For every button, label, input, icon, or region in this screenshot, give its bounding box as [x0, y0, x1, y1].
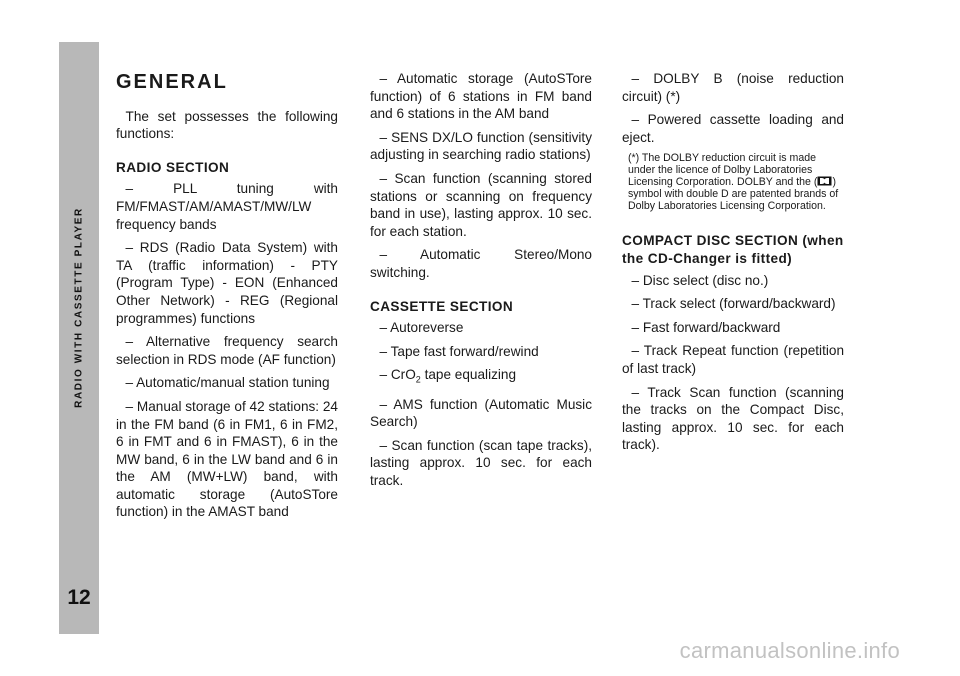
list-item: – Fast forward/backward [631, 319, 781, 335]
list-item: – Scan function (scan tape tracks), lasting approx. 10 sec. for each track. [370, 437, 592, 488]
list-item: – SENS DX/LO function (sensitivity adjusting in searching radio stations) [370, 129, 592, 163]
list-item: – Disc select (disc no.) [631, 272, 769, 288]
list-item: – Automatic Stereo/Mono switching. [370, 247, 592, 280]
list-item: – Track Scan function (scanning the tracks on the Compact Disc, lasting approx. 10 sec. for each track). [622, 384, 844, 453]
list-item: – Automatic storage (AutoSTore function) of 6 stations in FM band and 6 stations in the AM band [370, 71, 592, 122]
column-1 [116, 70, 338, 527]
cassette-section-title: CASSETTE SECTION [370, 298, 514, 314]
column-3 [622, 70, 844, 460]
list-item: – Tape fast forward/rewind [379, 343, 539, 359]
list-item: – Track Repeat function (repetition of last track) [622, 343, 844, 376]
list-item: – Track select (forward/backward) [631, 296, 836, 312]
dolby-footnote [622, 152, 844, 212]
list-item-cro2 [370, 366, 592, 389]
page-number: 12 [67, 586, 91, 609]
dolby-double-d-icon [817, 176, 832, 186]
intro-text: The set possesses the following functions: [116, 108, 338, 142]
list-item: – DOLBY B (noise reduction circuit) (*) [622, 71, 844, 104]
list-item: – PLL tuning with FM/FMAST/AM/AMAST/MW/LW frequency bands [116, 181, 338, 232]
cd-section-title: COMPACT DISC SECTION (when the CD-Changer is fitted) [622, 233, 844, 266]
list-item: – Alternative frequency search selection in RDS mode (AF function) [116, 334, 338, 367]
radio-section-title: RADIO SECTION [116, 159, 230, 175]
footnote-text-before: (*) The DOLBY reduction circuit is made under the licence of Dolby Laboratories Licensing Corporation. DOLBY and the ( [628, 152, 818, 189]
cro2-prefix: – CrO [379, 367, 416, 383]
list-item: – Powered cassette loading and eject. [622, 112, 844, 145]
list-item: – Manual storage of 42 stations: 24 in the FM band (6 in FM1, 6 in FM2, 6 in FMT and 6 in FMAST), 6 in the MW band, 6 in the LW band and 6 in the AM (MW+LW) band, with automatic storage (AutoSTore function) in the AMAST band [116, 398, 338, 520]
cro2-subscript: 2 [415, 375, 421, 386]
cro2-suffix: tape equalizing [420, 367, 517, 383]
list-item: – Automatic/manual station tuning [125, 375, 330, 391]
section-title: RADIO WITH CASSETTE PLAYER [73, 207, 85, 408]
list-item: – Scan function (scanning stored stations or scanning on frequency band in use), lasting approx. 10 sec. for each station. [370, 170, 592, 239]
column-2 [370, 70, 592, 496]
footnote-text-after: ) symbol with double D are patented brands of Dolby Laboratories Licensing Corporation. [628, 176, 839, 213]
watermark: carmanualsonline.info [679, 638, 900, 663]
list-item: – AMS function (Automatic Music Search) [370, 396, 592, 430]
list-item: – Autoreverse [379, 320, 464, 336]
list-item: – RDS (Radio Data System) with TA (traffic information) - PTY (Program Type) - EON (Enhanced Other Network) - REG (Regional programmes) functions [116, 240, 338, 326]
page-title: GENERAL [116, 71, 228, 93]
